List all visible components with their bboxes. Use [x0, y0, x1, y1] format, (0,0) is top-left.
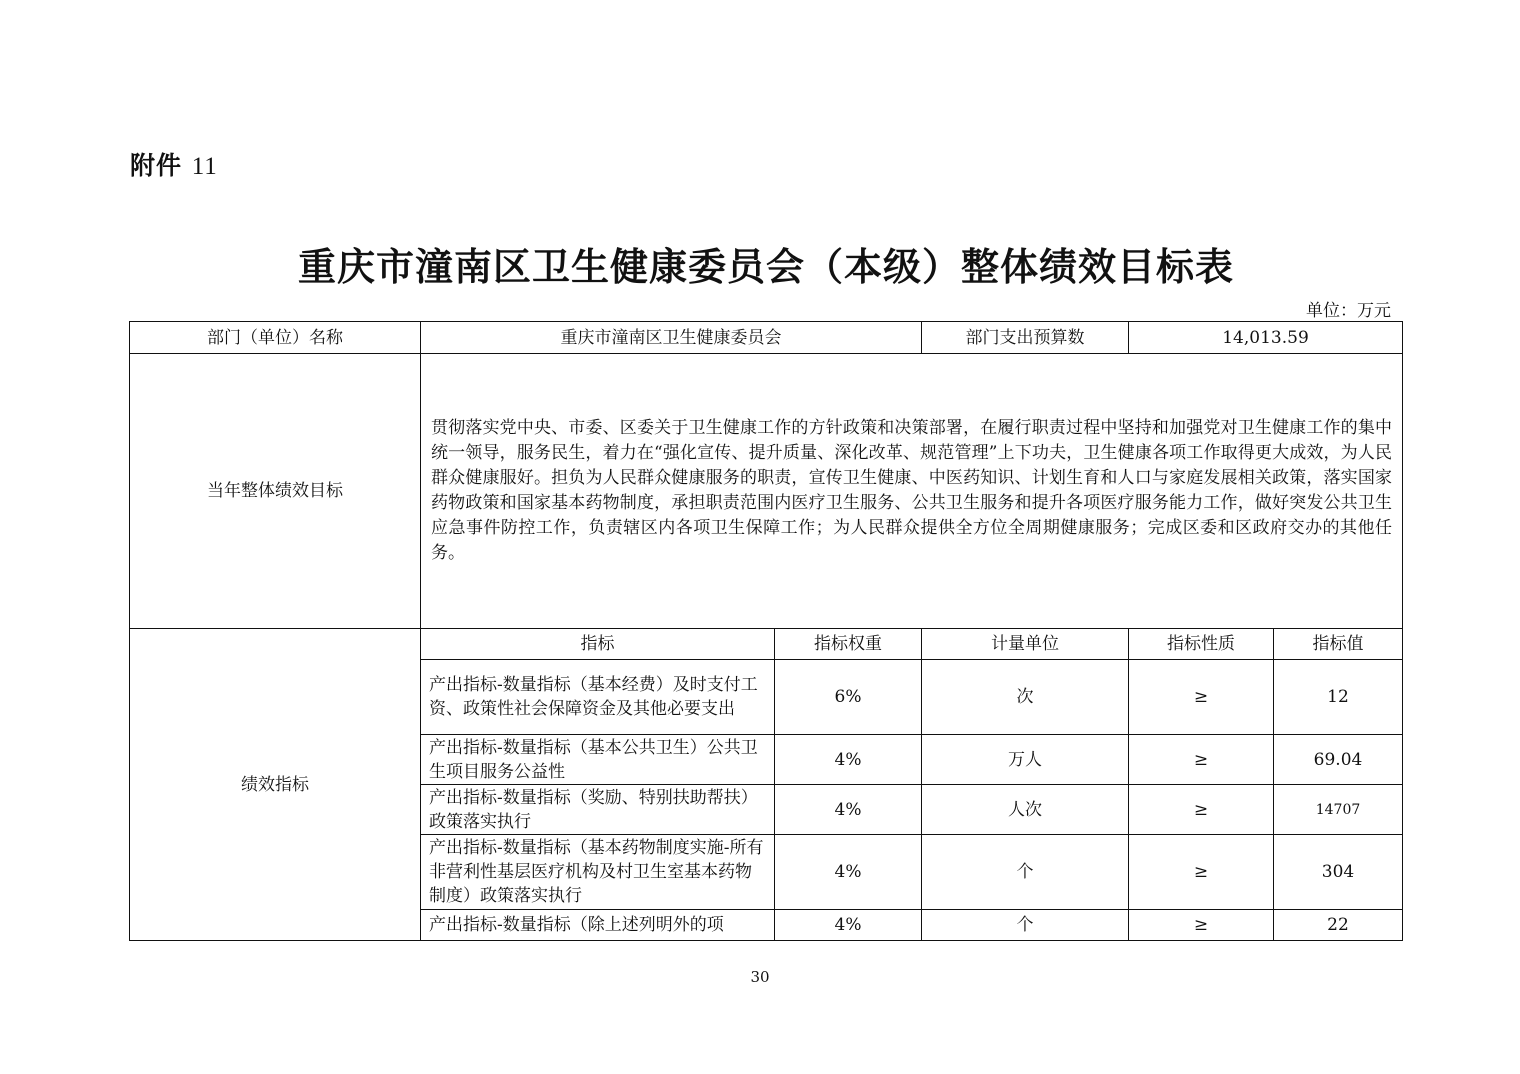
- row-nature: ≥: [1129, 785, 1274, 835]
- attachment-label: [130, 146, 218, 182]
- page-title: 重庆市潼南区卫生健康委员会（本级）整体绩效目标表: [297, 245, 1234, 289]
- performance-label: 绩效指标: [130, 629, 421, 941]
- col-header-value: 指标值: [1274, 629, 1403, 660]
- annual-goal-text: 贯彻落实党中央、市委、区委关于卫生健康工作的方针政策和决策部署，在履行职责过程中坚持和加强党对卫生健康工作的集中统一领导，服务民生，着力在“强化宣传、提升质量、深化改革、规范管理”上下功夫，卫生健康各项工作取得更大成效，为人民群众健康服好。担负为人民群众健康服务的职责，宣传卫生健康、中医药知识、计划生育和人口与家庭发展相关政策，落实国家药物政策和国家基本药物制度，承担职责范围内医疗卫生服务、公共卫生服务和提升各项医疗服务能力工作，做好突发公共卫生应急事件防控工作，负责辖区内各项卫生保障工作；为人民群众提供全方位全周期健康服务；完成区委和区政府交办的其他任务。: [421, 354, 1403, 629]
- row-weight: 4%: [775, 910, 922, 941]
- row-unit: 万人: [922, 735, 1129, 785]
- row-unit: 个: [922, 910, 1129, 941]
- col-header-weight: 指标权重: [775, 629, 922, 660]
- col-header-unit: 计量单位: [922, 629, 1129, 660]
- row-weight: 4%: [775, 785, 922, 835]
- row-value: 22: [1274, 910, 1403, 941]
- row-indicator: 产出指标-数量指标（基本公共卫生）公共卫生项目服务公益性: [421, 735, 775, 785]
- row-unit: 次: [922, 660, 1129, 735]
- row-unit: 个: [922, 835, 1129, 910]
- performance-target-table: [129, 321, 1403, 941]
- row-value: 69.04: [1274, 735, 1403, 785]
- row-unit: 人次: [922, 785, 1129, 835]
- row-nature: ≥: [1129, 835, 1274, 910]
- budget-label: 部门支出预算数: [922, 322, 1129, 354]
- indicator-header-row: [130, 629, 1403, 660]
- row-indicator: 产出指标-数量指标（基本经费）及时支付工资、政策性社会保障资金及其他必要支出: [421, 660, 775, 735]
- row-indicator: 产出指标-数量指标（基本药物制度实施-所有非营利性基层医疗机构及村卫生室基本药物制度）政策落实执行: [421, 835, 775, 910]
- row-weight: 4%: [775, 835, 922, 910]
- row-value: 12: [1274, 660, 1403, 735]
- annual-goal-label: 当年整体绩效目标: [130, 354, 421, 629]
- row-value: 14707: [1274, 785, 1403, 835]
- attachment-label-text: 附件: [130, 151, 183, 180]
- row-weight: 4%: [775, 735, 922, 785]
- dept-name-label: 部门（单位）名称: [130, 322, 421, 354]
- row-indicator: 产出指标-数量指标（除上述列明外的项: [421, 910, 775, 941]
- page-number: 30: [750, 968, 770, 986]
- row-nature: ≥: [1129, 910, 1274, 941]
- col-header-nature: 指标性质: [1129, 629, 1274, 660]
- row-weight: 6%: [775, 660, 922, 735]
- unit-label: 单位：万元: [1306, 301, 1391, 321]
- dept-name-value: 重庆市潼南区卫生健康委员会: [421, 322, 922, 354]
- budget-value: 14,013.59: [1129, 322, 1403, 354]
- col-header-indicator: 指标: [421, 629, 775, 660]
- row-indicator: 产出指标-数量指标（奖励、特别扶助帮扶）政策落实执行: [421, 785, 775, 835]
- dept-info-row: [130, 322, 1403, 354]
- row-value: 304: [1274, 835, 1403, 910]
- row-nature: ≥: [1129, 735, 1274, 785]
- row-nature: ≥: [1129, 660, 1274, 735]
- annual-goal-row: [130, 354, 1403, 629]
- attachment-number: 11: [191, 153, 218, 180]
